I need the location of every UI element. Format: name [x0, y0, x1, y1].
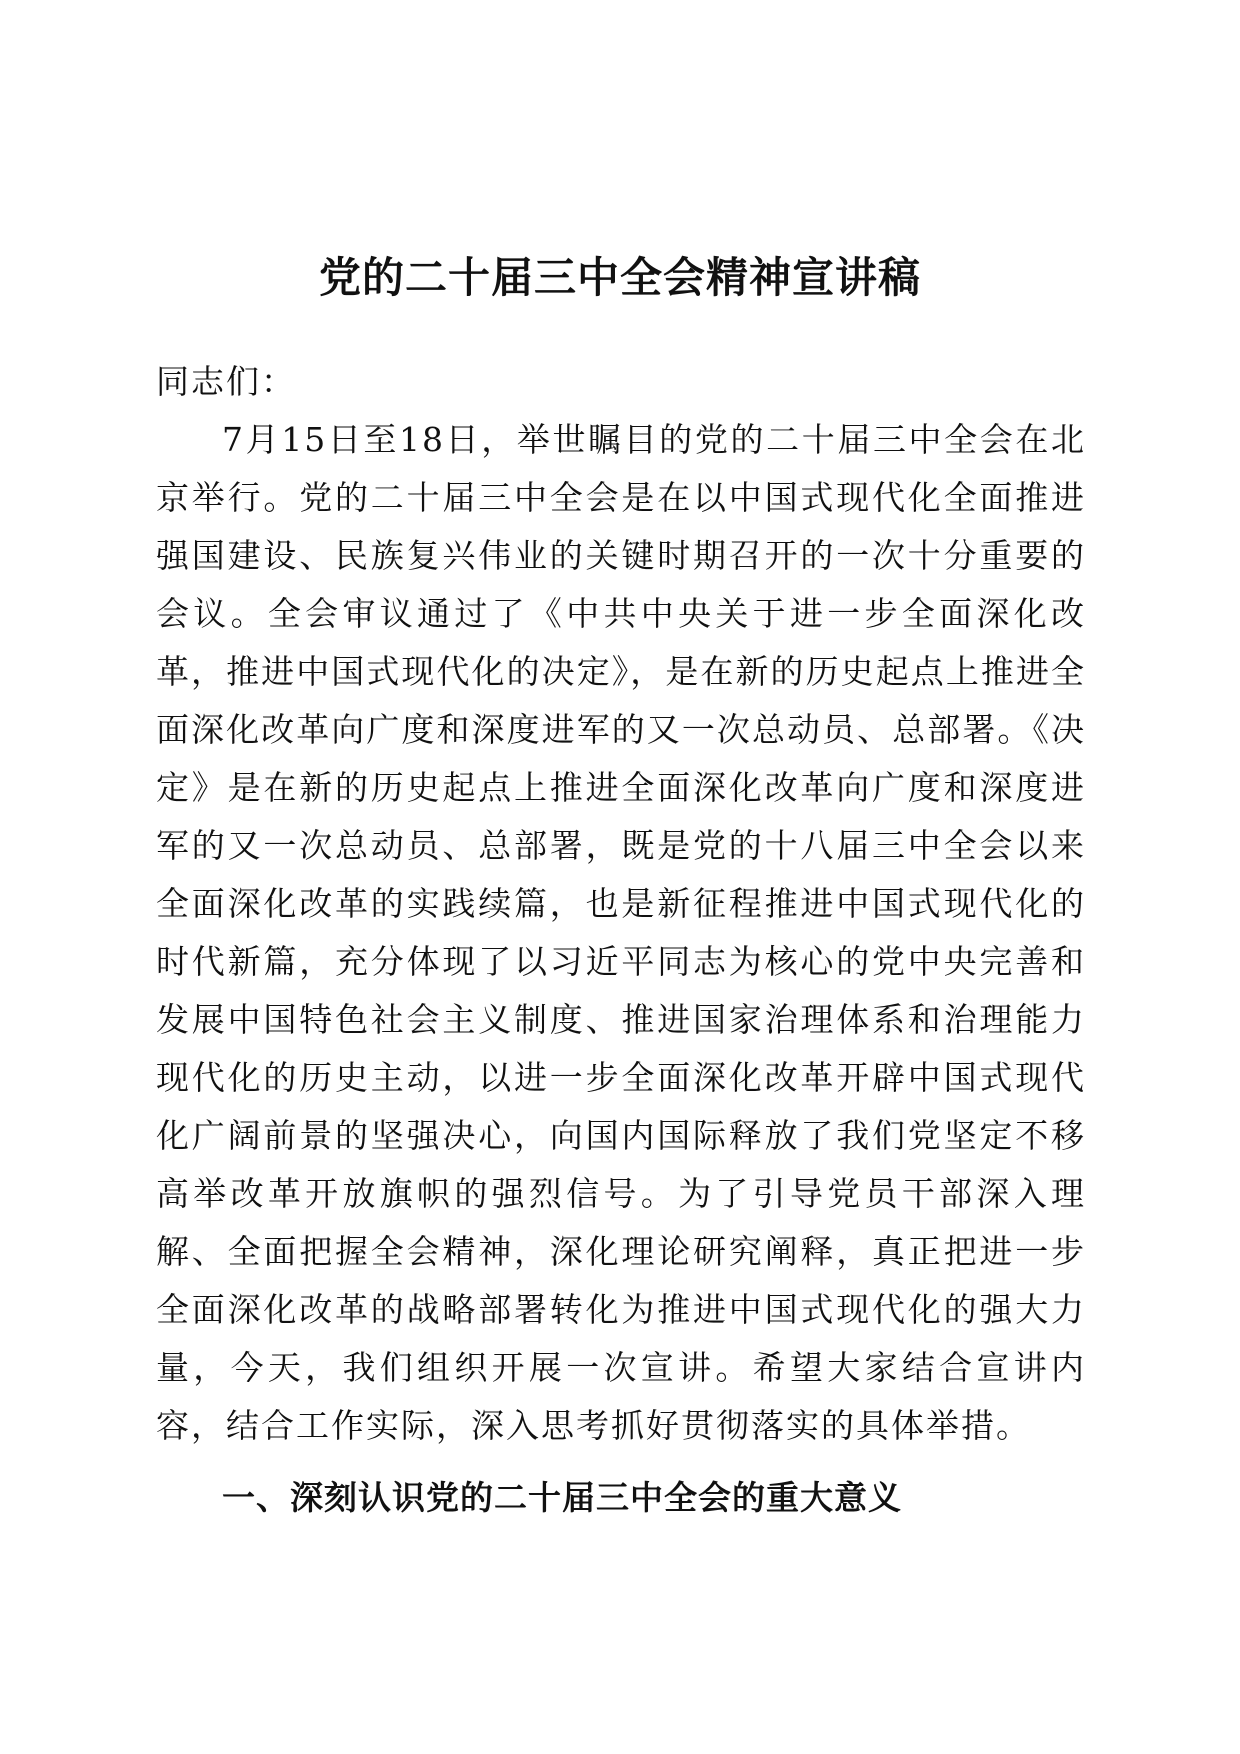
body-paragraph-1: 7月15日至18日，举世瞩目的党的二十届三中全会在北京举行。党的二十届三中全会是在以中国式现代化全面推进强国建设、民族复兴伟业的关键时期召开的一次十分重要的会议。全会审议通过了《中共中央关于进一步全面深化改革，推进中国式现代化的决定》，是在新的历史起点上推进全面深化改革向广度和深度进军的又一次总动员、总部署。《决定》是在新的历史起点上推进全面深化改革向广度和深度进军的又一次总动员、总部署，既是党的十八届三中全会以来全面深化改革的实践续篇，也是新征程推进中国式现代化的时代新篇，充分体现了以习近平同志为核心的党中央完善和发展中国特色社会主义制度、推进国家治理体系和治理能力现代化的历史主动，以进一步全面深化改革开辟中国式现代化广阔前景的坚强决心，向国内国际释放了我们党坚定不移高举改革开放旗帜的强烈信号。为了引导党员干部深入理解、全面把握全会精神，深化理论研究阐释，真正把进一步全面深化改革的战略部署转化为推进中国式现代化的强大力量，今天，我们组织开展一次宣讲。希望大家结合宣讲内容，结合工作实际，深入思考抓好贯彻落实的具体举措。: [156, 420, 1086, 1445]
document-title: 党的二十届三中全会精神宣讲稿: [318, 253, 921, 302]
section-heading-1: 一、深刻认识党的二十届三中全会的重大意义: [222, 1478, 902, 1517]
salutation: 同志们：: [156, 362, 296, 401]
